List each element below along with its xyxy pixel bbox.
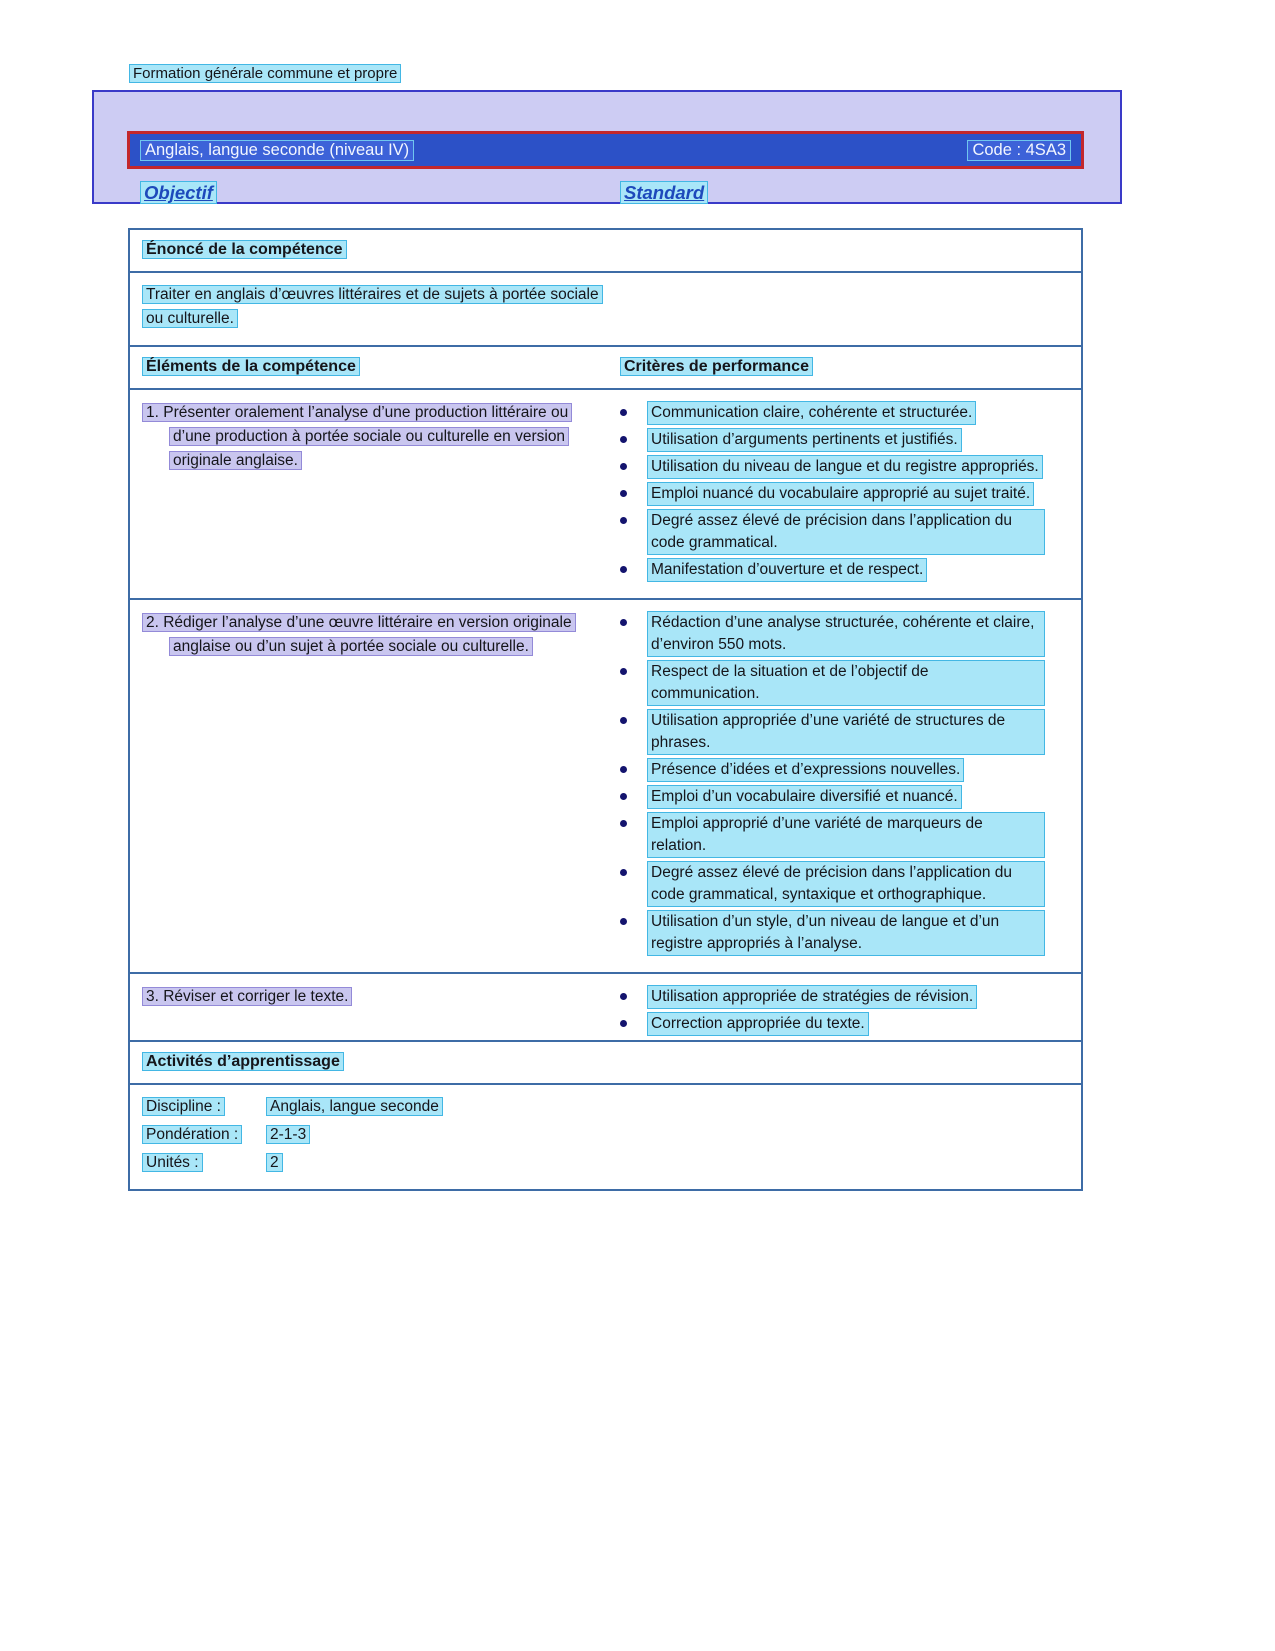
elements-column-header: [130, 356, 620, 379]
criteria-item: [620, 482, 1067, 506]
enonce-body: [130, 273, 1081, 347]
criteria-item: [620, 758, 1067, 782]
activites-row: [130, 1121, 1081, 1149]
activites-row: [130, 1149, 1081, 1177]
bullet-icon: [620, 619, 627, 626]
activites-value: 2-1-3: [266, 1124, 310, 1146]
criteria-item: [620, 910, 1067, 956]
element-text: 2. Rédiger l’analyse d’une œuvre littéraire en version originale anglaise ou d’un sujet à portée sociale ou culturelle.: [142, 613, 576, 656]
criteria-text: Respect de la situation et de l’objectif de communication.: [647, 660, 1045, 706]
criteria-text: Utilisation d’arguments pertinents et justifiés.: [647, 428, 962, 452]
criteria-item: [620, 709, 1067, 755]
criteria-text: Utilisation du niveau de langue et du registre appropriés.: [647, 455, 1043, 479]
criteria-text: Présence d’idées et d’expressions nouvelles.: [647, 758, 964, 782]
activites-value: 2: [266, 1152, 283, 1174]
document-category-label: [129, 63, 401, 84]
standard-text: Standard: [620, 181, 708, 204]
activites-label: Discipline :: [142, 1096, 266, 1118]
course-code: Code : 4SA3: [967, 140, 1071, 161]
criteria-item: [620, 861, 1067, 907]
criteria-text: Communication claire, cohérente et structurée.: [647, 401, 976, 425]
element-cell: [130, 983, 620, 1039]
table-row: [130, 600, 1081, 974]
enonce-title: Énoncé de la compétence: [142, 240, 347, 259]
criteria-text: Utilisation d’un style, d’un niveau de langue et d’un registre appropriés à l’analyse.: [647, 910, 1045, 956]
bullet-icon: [620, 463, 627, 470]
table-header-row: [130, 347, 1081, 390]
activites-title: Activités d’apprentissage: [142, 1052, 344, 1071]
bullet-icon: [620, 717, 627, 724]
criteria-item: [620, 558, 1067, 582]
criteria-text: Emploi approprié d’une variété de marqueurs de relation.: [647, 812, 1045, 858]
criteria-text: Emploi nuancé du vocabulaire approprié au sujet traité.: [647, 482, 1034, 506]
bullet-icon: [620, 820, 627, 827]
criteria-text: Emploi d’un vocabulaire diversifié et nuancé.: [647, 785, 962, 809]
criteres-column-header: [620, 356, 1081, 379]
bullet-icon: [620, 566, 627, 573]
criteria-item: [620, 401, 1067, 425]
standard-column-label: [620, 180, 708, 206]
criteria-item: [620, 812, 1067, 858]
activites-value: Anglais, langue seconde: [266, 1096, 443, 1118]
criteria-text: Utilisation appropriée d’une variété de structures de phrases.: [647, 709, 1045, 755]
elements-header-text: Éléments de la compétence: [142, 357, 360, 376]
enonce-text: Traiter en anglais d’œuvres littéraires et de sujets à portée sociale ou culturelle.: [142, 285, 603, 328]
bullet-icon: [620, 869, 627, 876]
criteria-item: [620, 985, 1067, 1009]
criteria-item: [620, 785, 1067, 809]
bullet-icon: [620, 793, 627, 800]
criteria-text: Rédaction d’une analyse structurée, cohérente et claire, d’environ 550 mots.: [647, 611, 1045, 657]
criteria-item: [620, 611, 1067, 657]
activites-box: [128, 1040, 1083, 1191]
enonce-competence-box: [128, 228, 1083, 349]
activites-row: [130, 1093, 1081, 1121]
criteria-item: [620, 509, 1067, 555]
bullet-icon: [620, 436, 627, 443]
objectif-column-label: [140, 180, 217, 206]
bullet-icon: [620, 918, 627, 925]
element-cell: [130, 609, 620, 959]
criteria-cell: [620, 399, 1081, 585]
course-title-bar: [127, 131, 1084, 169]
criteria-text: Utilisation appropriée de stratégies de révision.: [647, 985, 977, 1009]
objectif-text: Objectif: [140, 181, 217, 204]
competence-table: [128, 345, 1083, 1054]
element-cell: [130, 399, 620, 585]
bullet-icon: [620, 1020, 627, 1027]
activites-body: [130, 1085, 1081, 1189]
bullet-icon: [620, 490, 627, 497]
table-row: [130, 390, 1081, 600]
criteres-header-text: Critères de performance: [620, 357, 813, 376]
criteria-item: [620, 1012, 1067, 1036]
category-text: Formation générale commune et propre: [129, 64, 401, 83]
activites-label: Unités :: [142, 1152, 266, 1174]
course-header-panel: [92, 90, 1122, 204]
bullet-icon: [620, 517, 627, 524]
element-text: 3. Réviser et corriger le texte.: [142, 987, 352, 1006]
bullet-icon: [620, 668, 627, 675]
criteria-text: Correction appropriée du texte.: [647, 1012, 869, 1036]
activites-header: [130, 1042, 1081, 1085]
bullet-icon: [620, 766, 627, 773]
criteria-item: [620, 660, 1067, 706]
bullet-icon: [620, 993, 627, 1000]
criteria-text: Degré assez élevé de précision dans l’application du code grammatical.: [647, 509, 1045, 555]
bullet-icon: [620, 409, 627, 416]
criteria-text: Degré assez élevé de précision dans l’application du code grammatical, syntaxique et orthographique.: [647, 861, 1045, 907]
course-title: Anglais, langue seconde (niveau IV): [140, 140, 414, 161]
criteria-cell: [620, 983, 1081, 1039]
element-text: 1. Présenter oralement l’analyse d’une production littéraire ou d’une production à portée sociale ou culturelle en version originale anglaise.: [142, 403, 572, 470]
criteria-item: [620, 428, 1067, 452]
activites-label: Pondération :: [142, 1124, 266, 1146]
criteria-text: Manifestation d’ouverture et de respect.: [647, 558, 927, 582]
criteria-cell: [620, 609, 1081, 959]
enonce-header: [130, 230, 1081, 273]
criteria-item: [620, 455, 1067, 479]
